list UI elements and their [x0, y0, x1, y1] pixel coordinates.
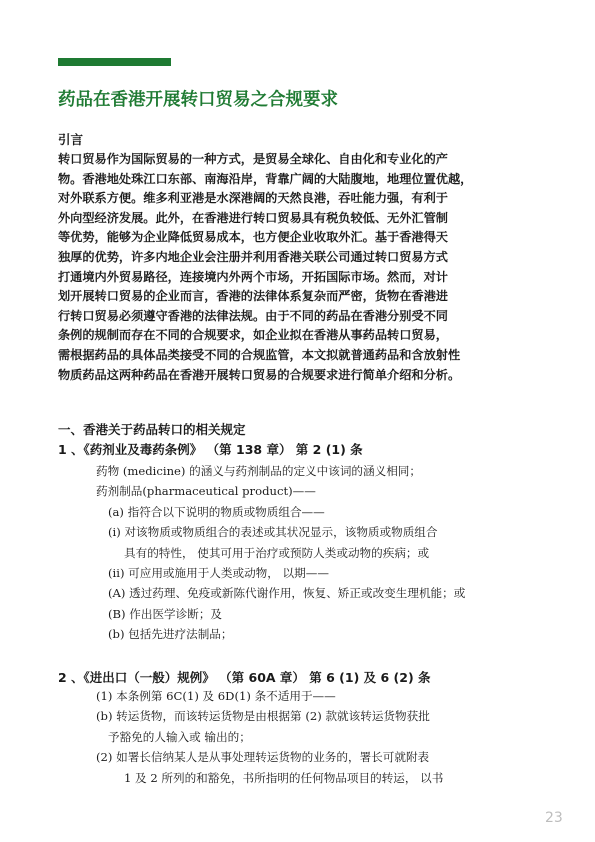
intro-line: 物质药品这两种药品在香港开展转口贸易的合规要求进行简单介绍和分析。 — [58, 367, 461, 382]
intro-line: 打通境内外贸易路径，连接境内外两个市场，开拓国际市场。然而，对计 — [58, 269, 448, 284]
law-line: (ii) 可应用或施用于人类或动物， 以期—— — [108, 566, 329, 581]
intro-line: 外向型经济发展。此外，在香港进行转口贸易具有税负较低、无外汇管制 — [58, 210, 448, 225]
law-text-import-export — [96, 686, 443, 788]
law-line: 予豁免的人输入或 输出的； — [108, 729, 251, 744]
intro-line: 物。香港地处珠江口东部、南海沿岸，背靠广阔的大陆腹地，地理位置优越， — [58, 171, 473, 186]
law-line: (a) 指符合以下说明的物质或物质组合—— — [108, 504, 325, 519]
intro-line: 独厚的优势，许多内地企业会注册并利用香港关联公司通过转口贸易方式 — [58, 249, 448, 264]
law-line: (b) 转运货物，而该转运货物是由根据第 (2) 款就该转运货物获批 — [96, 709, 430, 724]
intro-line: 需根据药品的具体品类接受不同的合规监管，本文拟就普通药品和含放射性 — [58, 347, 461, 362]
law-line: (B) 作出医学诊断；及 — [108, 606, 223, 621]
law-line: (i) 对该物质或物质组合的表述或其状况显示，该物质或物质组合 — [108, 525, 438, 540]
law-heading-pharmacy: 1 、《药剂业及毒药条例》 （第 138 章） 第 2 (1) 条 — [58, 442, 363, 457]
page-number: 23 — [545, 810, 563, 826]
intro-line: 划开展转口贸易的企业而言，香港的法律体系复杂而严密，货物在香港进 — [58, 289, 448, 304]
intro-line: 对外联系方便。维多利亚港是水深港阔的天然良港，吞吐能力强，有利于 — [58, 191, 448, 206]
intro-heading: 引言 — [58, 132, 84, 147]
law-heading-import-export: 2 、《进出口（一般）规例》 （第 60A 章） 第 6 (1) 及 6 (2) 条 — [58, 670, 431, 685]
section-heading: 一、香港关于药品转口的相关规定 — [58, 422, 246, 437]
law-line: (2) 如署长信纳某人是从事处理转运货物的业务的，署长可就附表 — [96, 750, 430, 765]
law-line: (A) 透过药理、免疫或新陈代谢作用，恢复、矫正或改变生理机能；或 — [108, 586, 466, 601]
intro-line: 转口贸易作为国际贸易的一种方式，是贸易全球化、自由化和专业化的产 — [58, 152, 448, 166]
page-title: 药品在香港开展转口贸易之合规要求 — [58, 90, 338, 110]
law-line: 药物 (medicine) 的涵义与药剂制品的定义中该词的涵义相同； — [96, 464, 421, 478]
intro-line: 等优势，能够为企业降低贸易成本，也方便企业收取外汇。基于香港得天 — [58, 230, 448, 245]
intro-line: 条例的规制而存在不同的合规要求，如企业拟在香港从事药品转口贸易， — [58, 328, 448, 343]
law-line: 药剂制品(pharmaceutical product)—— — [96, 484, 316, 499]
law-line: (1) 本条例第 6C(1) 及 6D(1) 条不适用于—— — [96, 689, 336, 703]
intro-line: 行转口贸易必须遵守香港的法律法规。由于不同的药品在香港分别受不同 — [58, 308, 448, 323]
law-line: (b) 包括先进疗法制品； — [108, 627, 233, 642]
intro-paragraph — [58, 150, 542, 385]
law-line: 1 及 2 所列的和豁免，书所指明的任何物品项目的转运， 以书 — [124, 770, 444, 785]
law-line: 具有的特性， 使其可用于治疗或预防人类或动物的疾病；或 — [124, 545, 430, 560]
title-accent-bar — [58, 58, 171, 66]
law-text-pharmacy — [96, 461, 465, 645]
